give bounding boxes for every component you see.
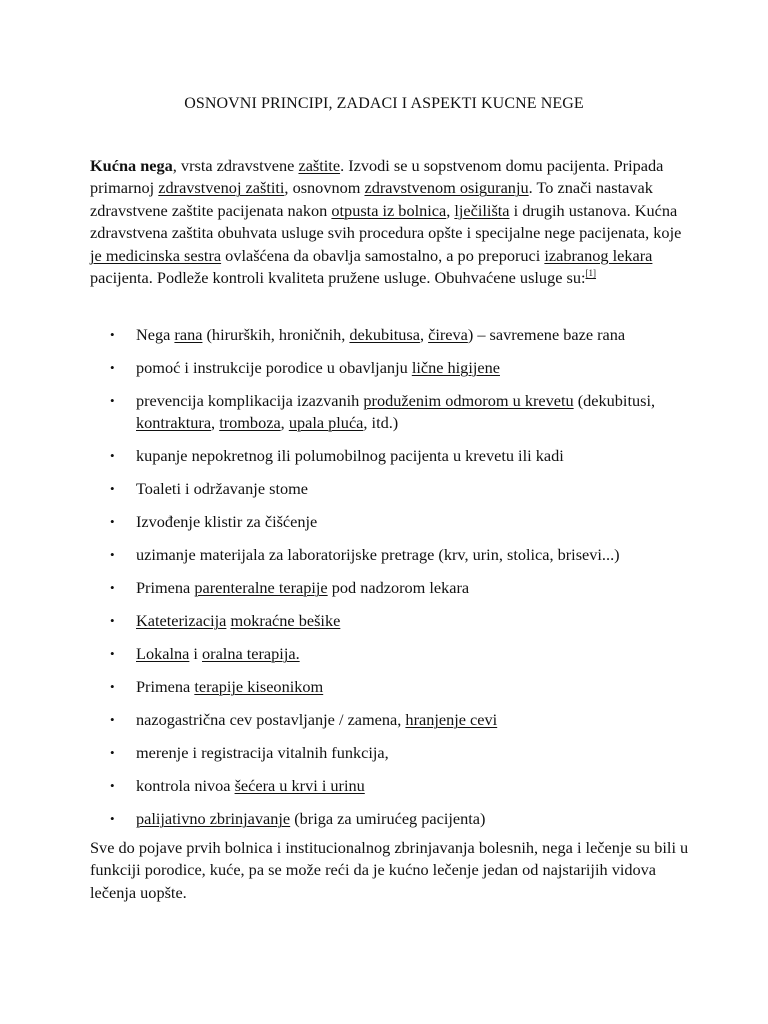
item-text: , [280, 413, 289, 433]
item-text: pod nadzorom lekara [327, 578, 470, 598]
bullet-icon: • [110, 448, 115, 464]
link-palijativno-zbrinjavanje[interactable]: palijativno zbrinjavanje [136, 809, 291, 829]
item-text: Nega [136, 325, 175, 344]
link-dekubitusa[interactable]: dekubitusa [349, 325, 420, 344]
list-item [90, 478, 690, 500]
link-licne-higijene[interactable]: lične higijene [411, 358, 500, 377]
link-medicinska-sestra[interactable]: je medicinska sestra [90, 245, 222, 265]
item-text: nazogastrična cev postavljanje / zamena, [136, 710, 406, 730]
intro-text: i drugih ustanova. Kućna zdravstvena zaštita obuhvata usluge svih procedura opšte i specijalne nege pacijenata, koje [90, 200, 682, 243]
link-zdravstvenom-osiguranju[interactable]: zdravstvenom osiguranju [364, 178, 529, 198]
list-item [90, 390, 690, 435]
bullet-icon: • [110, 547, 115, 563]
link-kontraktura[interactable]: kontraktura [136, 413, 212, 433]
item-text: , [211, 413, 220, 433]
link-mokracne-besike[interactable]: mokraćne bešike [230, 611, 341, 631]
item-text: (hirurških, hroničnih, [202, 325, 350, 344]
closing-paragraph: Sve do pojave prvih bolnica i institucionalnog zbrinjavanja bolesnih, nega i lečenje su bili u funkciji porodice, kuće, pa se može reći da je kućno lečenje jedan od najstarijih vidova lečenja uopšte. [90, 838, 689, 902]
term-heading: Kućna nega [90, 156, 173, 175]
bullet-icon: • [110, 811, 115, 827]
link-secera-u-krvi[interactable]: šećera u krvi i urinu [234, 776, 365, 796]
link-terapije-kiseonikom[interactable]: terapije kiseonikom [194, 677, 324, 697]
list-item [90, 357, 690, 379]
item-text: prevencija komplikacija izazvanih [136, 391, 364, 410]
link-zastite[interactable]: zaštite [298, 156, 341, 175]
link-otpusta-iz-bolnica[interactable]: otpusta iz bolnica [331, 200, 447, 220]
item-text: (briga za umirućeg pacijenta) [290, 809, 486, 829]
list-item [90, 324, 690, 346]
link-hranjenje-cevi[interactable]: hranjenje cevi [405, 710, 498, 730]
list-item [90, 544, 690, 566]
item-text: Primena [136, 578, 195, 598]
link-upala-pluca[interactable]: upala pluća [288, 413, 364, 433]
bullet-icon: • [110, 514, 115, 530]
bullet-icon: • [110, 481, 115, 497]
list-item [90, 643, 690, 665]
list-item [90, 511, 690, 533]
item-text: Toaleti i održavanje stome [136, 479, 309, 499]
list-item [90, 610, 690, 632]
bullet-icon: • [110, 327, 115, 342]
page-title: OSNOVNI PRINCIPI, ZADACI I ASPEKTI KUCNE NEGE [184, 95, 584, 112]
link-kateterizacija[interactable]: Kateterizacija [136, 611, 227, 631]
link-cireva[interactable]: čireva [428, 325, 468, 344]
intro-paragraph [90, 155, 690, 289]
intro-text: , osnovnom [284, 178, 365, 198]
link-tromboza[interactable]: tromboza [219, 413, 281, 433]
list-item [90, 577, 690, 599]
intro-text: ovlašćena da obavlja samostalno, a po preporuci [221, 245, 545, 265]
bullet-icon: • [110, 679, 115, 695]
item-text: , itd.) [363, 413, 399, 433]
list-item [90, 709, 690, 731]
item-text: , [419, 325, 429, 344]
bullet-icon: • [110, 745, 115, 761]
list-item [90, 742, 690, 764]
link-oralna-terapija[interactable]: oralna terapija. [202, 644, 300, 664]
list-item [90, 775, 690, 797]
item-text: merenje i registracija vitalnih funkcija, [136, 743, 389, 763]
bullet-icon: • [110, 393, 115, 408]
item-text: (dekubitusi, [573, 391, 656, 410]
bullet-icon: • [110, 360, 115, 375]
bullet-icon: • [110, 646, 115, 662]
intro-text: pacijenta. Podleže kontroli kvaliteta pružene usluge. Obuhvaćene usluge su: [90, 268, 586, 288]
intro-text: , vrsta zdravstvene [172, 156, 299, 175]
item-text: pomoć i instrukcije porodice u obavljanju [136, 358, 412, 377]
link-izabranog-lekara[interactable]: izabranog lekara [544, 245, 653, 265]
item-text: ) – savremene baze rana [467, 325, 626, 344]
link-zdravstvenoj-zastiti[interactable]: zdravstvenoj zaštiti [158, 178, 285, 198]
item-text: kupanje nepokretnog ili polumobilnog pacijenta u krevetu ili kadi [136, 446, 564, 466]
item-text: kontrola nivoa [136, 776, 235, 796]
bullet-icon: • [110, 778, 115, 794]
services-list [90, 324, 690, 841]
footnote-link[interactable]: [1] [585, 268, 597, 279]
bullet-icon: • [110, 580, 115, 596]
intro-text: . Izvodi se u sopstvenom domu pacijenta. Pripada primarnoj [90, 156, 664, 198]
item-text: uzimanje materijala za laboratorijske pretrage (krv, urin, stolica, brisevi...) [136, 545, 620, 565]
intro-text: , [446, 200, 455, 220]
intro-text: . To znači nastavak zdravstvene zaštite pacijenata nakon [90, 178, 653, 220]
list-item [90, 808, 690, 830]
item-text: i [189, 644, 203, 664]
item-text: Primena [136, 677, 195, 697]
link-produzenim-odmorom[interactable]: produženim odmorom u krevetu [363, 391, 574, 410]
list-item [90, 676, 690, 698]
link-ljecilista[interactable]: lječilišta [454, 200, 510, 220]
item-text: Izvođenje klistir za čišćenje [136, 512, 318, 532]
list-item [90, 445, 690, 467]
link-parenteralne-terapije[interactable]: parenteralne terapije [194, 578, 328, 598]
link-rana[interactable]: rana [174, 325, 203, 344]
bullet-icon: • [110, 712, 115, 728]
bullet-icon: • [110, 613, 115, 629]
link-lokalna[interactable]: Lokalna [136, 644, 190, 664]
